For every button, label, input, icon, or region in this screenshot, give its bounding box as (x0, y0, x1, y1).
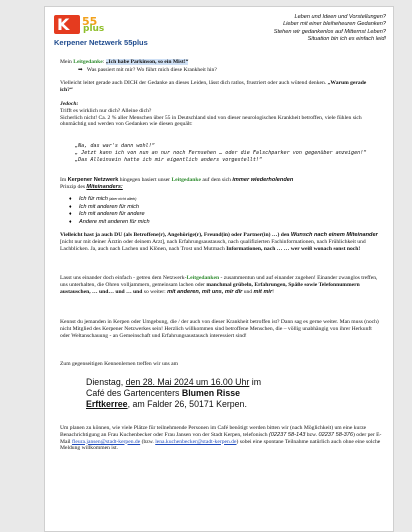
list-item: ♦ Ich mit anderen für andere (67, 211, 267, 219)
list-item: ♦ Andere mit anderen für mich (67, 219, 267, 227)
event-details: Dienstag, den 28. Mai 2024 um 16.00 Uhr im Café des Gartencenters Blumen Risse Erftkerree, am Falder 26, 50171 Kerpen. (86, 377, 262, 409)
header-line: Situation bin ich es einfach leid! (307, 35, 386, 42)
logo-number: 55 (82, 15, 98, 28)
quote-line: „ Jetzt kann ich von nun an nur noch Fernsehen … oder die Falschparker von gegenüber anzeigen!“ (75, 150, 367, 156)
logo-icon: K (54, 15, 84, 35)
jedoch-label: Jedoch: (60, 101, 79, 107)
intro-line: Mein Leitgedanke: „Ich habe Parkinson, so ein Mist!“ (60, 59, 189, 65)
quotes-block (75, 143, 375, 164)
header-line: Leben und Ideen und Vorstellungen? (294, 14, 386, 20)
list-item: ♦ Ich mit anderen für mich (67, 204, 267, 212)
intro-quote: „Ich habe Parkinson, so ein Mist!“ (105, 59, 189, 65)
header-line: Stehen wir gedankenlos auf Mitternst Leben? (273, 28, 386, 35)
network-paragraph: Im Kerpener Netzwerk hingegen basiert unser Leitgedanke auf dem sich immer wiederholenden Prinzip des Miteinanders: (60, 177, 294, 190)
paragraph-5: Zum gegenseitigen Kennenlernen treffen wir uns am (60, 361, 178, 367)
document-page (44, 6, 394, 532)
intro-followup: ➡ Was passiert mit mir? Wo führt mich diese Krankheit hin? (78, 67, 217, 73)
paragraph-2: Vielleicht hast ja auch DU (als Betroffene(r), Angehörige(r), Freund(in) oder Partner(in) …) den Wunsch nach einem Miteinander [nicht nur mit deiner Ärztin oder deinem Arzt], nach Erfahrungsaustausch, nach qualifizierten Fachinformationen, nach Frühlichkeit und Lachblicken. Ja, auch nach Lachen und Klönen, nach Trost und Mutmach Informationen, nach … … wer weiß wonach sonst noch! (60, 232, 378, 252)
logo-plus: plus (83, 24, 105, 34)
quote-line: „Na, das war's dann wohl!“ (75, 143, 155, 149)
paragraph-4: Kennst du jemanden in Kerpen oder Umgebung, die / der auch von dieser Krankheit betroffen ist? Dann sag es gerne weiter. Man muss (noch) nicht Mitglied des Kerpener Netzwerkes sein! Herzlich willkommen sind betroffene Menschen, die – völlig unabhängig von ihrer Herkunft oder Weltanschauung - an Gemeinschaft und Erfahrungsaustausch interessiert sind! (60, 319, 379, 339)
arrow-icon: ➡ (78, 67, 83, 73)
header-line: Lieber mit einer bleiheheuren Gedanken? (283, 21, 386, 28)
paragraph-6: Um planen zu können, wie viele Plätze für teilnehmende Personen im Café benötigt werden bitten wir (nach Möglichkeit) um eine kurze Benachrichtigung an Frau Kuchenbecker oder Frau Jansen von der Stadt Kerpen, telefonisch (02237 58-143 bzw. 02237 58-376) oder per E-Mail fleura.jansen@stadt-kerpen.de (bzw. lena.kuchenbecker@stadt-kerpen.de) sobei eine spontane Teilnahme natürlich auch ohne eine solche Meldung willkommen ist. (60, 425, 382, 452)
email-link-kuchenbecker[interactable]: lena.kuchenbecker@stadt-kerpen.de (155, 438, 237, 445)
header-lines (226, 14, 386, 43)
paragraph-1: Vielleicht leitet gerade auch DICH der Gedanke an dieses Leiden, lässt dich ratlos, frustriert oder auch wütend denken. „Warum gerade ich?“ (60, 80, 367, 93)
logo-network-name: Kerpener Netzwerk 55plus (54, 38, 148, 47)
paragraph-3: Lasst uns einander doch einfach - getreu dem Netzwerk-Leitgedanken - zusammentun und auf einander zugehen! Einander zwanglos treffen, uns unterhalten, die Ohren volljammern, gemeinsam lachen oder manchmal grübeln, Erfahrungen, Späße sowie Telefonnummern austauschen, … und… und … und so weiter: mit anderen, mit uns, mir dir und mit mir! (60, 275, 378, 295)
keyword-leitgedanke: Leitgedanke (73, 59, 103, 65)
principle-list (67, 196, 267, 226)
list-item: ♦ Ich für mich (aber nicht allein) (67, 196, 267, 204)
quote-line: „Das Alleinsein hatte ich mir eigentlich anders vorgestellt!“ (75, 157, 263, 163)
jedoch-block: Jedoch: Trifft es wirklich nur dich? Alleine dich? Sicherlich nicht! Ca. 2 % aller Menschen über 55 in Deutschland sind von dieser neurologischen Krankheit betroffen, viele fühlen sich ohnmächtig und werden von Gedanken wie diesen gequält: (60, 101, 380, 128)
email-link-jansen[interactable]: fleura.jansen@stadt-kerpen.de (71, 438, 141, 445)
